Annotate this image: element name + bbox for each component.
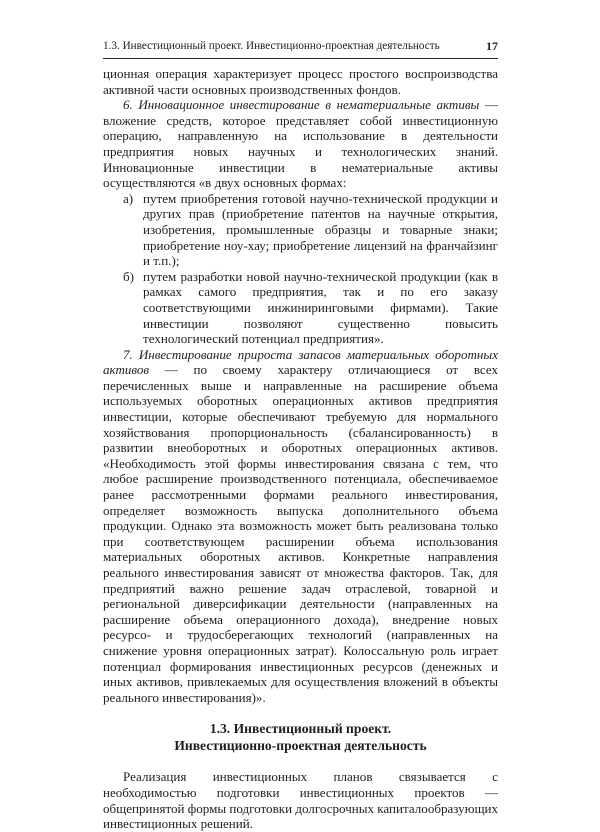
paragraph-7 — [103, 347, 498, 706]
list-text-b: путем разработки новой научно-технической продукции (как в рамках самого предприятия, так и по его заказу соответствующими инжиниринговыми фирмами). Такие инвестиции позволяют существенно повысить технологический потенциал предприятия». — [143, 268, 498, 347]
paragraph-6 — [103, 97, 498, 191]
list-marker-a: а) — [123, 190, 134, 206]
paragraph-6-term: 6. Инновационное инвестирование в нематериальные активы — [123, 97, 480, 113]
list-text-a: путем приобретения готовой научно-технической продукции и других прав (приобретение патентов на научные открытия, изобретения, промышленные образцы и товарные знаки; приобретение ноу-хау; приобретение лицензий на франчайзинг и т.п.); — [143, 190, 498, 269]
paragraph-continued: ционная операция характеризует процесс простого воспроизводства активной части основных производственных фондов. — [103, 66, 498, 97]
paragraph-7-text: — по своему характеру отличающиеся от всех перечисленных выше и направленные на расширение объема используемых оборотных операционных активов предприятия инвестиции, которые обеспечивают требуемую для нормального хозяйствования пропорциональность (сбалансированность) в развитии внеоборотных и оборотных операционных активов. «Необходимость этой формы инвестирования связана с тем, что любое расширение производственного потенциала, обеспечиваемое ранее рассмотренными формами реального инвестирования, определяет возможность выпуска дополнительного объема продукции. Однако эта возможность может быть реализована только при соответствующем расширении объема использования материальных оборотных активов. Конкретные направления реального инвестирования зависят от множества факторов. Так, для предприятий важно решение задач отраслевой, товарной и региональной диверсификации деятельности (направленных на расширение объема операционного дохода), внедрение новых ресурсо- и трудосберегающих технологий (направленных на снижение уровня операционных затрат). Колоссальную роль играет потенциал формирования инвестиционных ресурсов (денежных и иных активов, привлекаемых для осуществления вложений в объекты реального инвестирования)». — [103, 362, 498, 705]
paragraph-final: Реализация инвестиционных планов связывается с необходимостью подготовки инвестиционных проектов — общепринятой формы подготовки долгосрочных капиталообразующих инвестиционных решений. — [103, 769, 498, 832]
header-rule — [103, 58, 498, 59]
list-marker-b: б) — [123, 268, 134, 284]
running-head-title: 1.3. Инвестиционный проект. Инвестиционно-проектная деятельность — [103, 40, 440, 52]
forms-list — [103, 191, 498, 347]
paragraph-6-text: — вложение средств, которое представляет собой инвестиционную операцию, направленную на использование в деятельности предприятия новых научных и технологических знаний. Инновационные инвестиции в нематериальные активы осуществляются «в двух основных формах: — [103, 97, 498, 191]
list-item-a — [103, 191, 498, 269]
list-item-b — [103, 269, 498, 347]
section-title-line-1: 1.3. Инвестиционный проект. — [209, 721, 392, 737]
page-body — [103, 66, 498, 832]
paragraph-7-term: 7. Инвестирование прироста запасов материальных оборотных активов — [103, 346, 498, 378]
running-head — [103, 38, 498, 54]
page-number: 17 — [486, 39, 498, 53]
section-title-line-2: Инвестиционно-проектная деятельность — [174, 737, 427, 753]
